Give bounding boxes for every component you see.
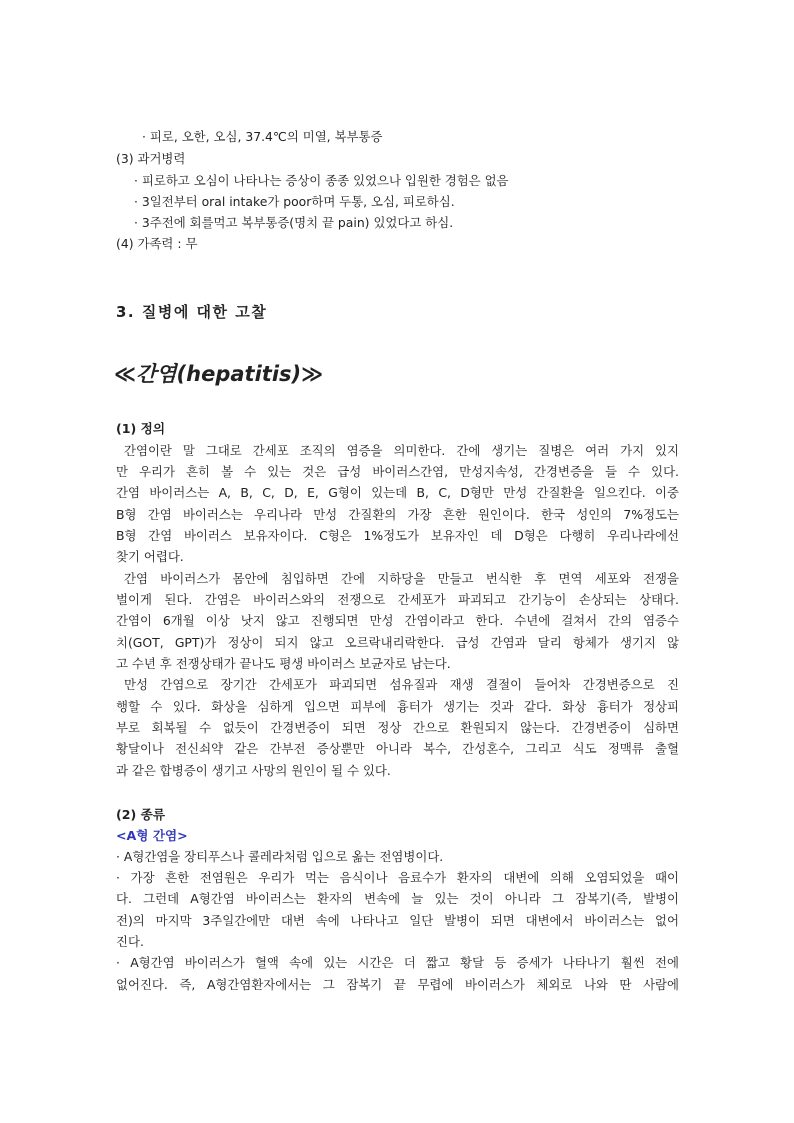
definition-heading: (1) 정의 xyxy=(116,421,165,436)
list-item: 다. 그런데 A형간염 바이러스는 환자의 변속에 늘 있는 것이 아니라 그 잠복기(즉, 발병이 xyxy=(116,891,679,906)
past-history-item: · 3일전부터 oral intake가 poor하며 두통, 오심, 피로하심. xyxy=(134,194,455,209)
paragraph-line: 찾기 어렵다. xyxy=(116,549,184,564)
paragraph-line: 간염이란 말 그대로 간세포 조직의 염증을 의미한다. 간에 생기는 질병은 여러 가지 있지 xyxy=(124,443,679,458)
paragraph-line: 행할 수 있다. 화상을 심하게 입으면 피부에 흉터가 생기는 것과 같다. 화상 흉터가 정상피 xyxy=(116,699,679,714)
paragraph-line: 치(GOT, GPT)가 정상이 되지 않고 오르락내리락한다. 급성 간염과 달리 항체가 생기지 않 xyxy=(116,635,679,650)
paragraph-line: 황달이나 전신쇠약 같은 간부전 증상뿐만 아니라 복수, 간성혼수, 그리고 식도 정맥류 출혈 xyxy=(116,741,679,756)
paragraph-line: 벌이게 된다. 간염은 바이러스와의 전쟁으로 간세포가 파괴되고 간기능이 손상되는 상태다. xyxy=(116,592,679,607)
paragraph-line: 간염이 6개월 이상 낫지 않고 진행되면 만성 간염이라고 한다. 수년에 걸쳐서 간의 염증수 xyxy=(116,613,679,628)
paragraph-line: 과 같은 합병증이 생기고 사망의 원인이 될 수 있다. xyxy=(116,763,391,778)
symptom-line: · 피로, 오한, 오심, 37.4℃의 미열, 복부통증 xyxy=(142,129,383,144)
list-item: 전)의 마지막 3주일간에만 대변 속에 나타나고 일단 발병이 되면 대변에서 바이러스는 없어 xyxy=(116,913,679,928)
paragraph-line: 고 수년 후 전쟁상태가 끝나도 평생 바이러스 보균자로 남는다. xyxy=(116,656,451,671)
list-item: · 가장 흔한 전염원은 우리가 먹는 음식이나 음료수가 환자의 대변에 의해 오염되었을 때이 xyxy=(116,870,679,885)
past-history-heading: (3) 과거병력 xyxy=(116,151,186,166)
past-history-item: · 3주전에 회를먹고 복부통증(명치 끝 pain) 있었다고 하심. xyxy=(134,215,454,230)
family-history-line: (4) 가족력 : 무 xyxy=(116,236,198,251)
paragraph-line: 만 우리가 흔히 볼 수 있는 것은 급성 바이러스간염, 만성지속성, 간경변증을 들 수 있다. xyxy=(116,464,679,479)
paragraph-line: 만성 간염으로 장기간 간세포가 파괴되면 섬유질과 재생 결절이 들어차 간경변증으로 진 xyxy=(124,677,679,692)
document-title: ≪간염(hepatitis)≫ xyxy=(114,362,324,386)
paragraph-line: 부로 회복될 수 없듯이 간경변증이 되면 정상 간으로 환원되지 않는다. 간경변증이 심하면 xyxy=(116,720,679,735)
types-heading: (2) 종류 xyxy=(116,807,165,822)
paragraph-line: B형 간염 바이러스는 우리나라 만성 간질환의 가장 흔한 원인이다. 한국 성인의 7%정도는 xyxy=(116,507,679,522)
list-item: 진다. xyxy=(116,934,144,949)
section-heading: 3. 질병에 대한 고찰 xyxy=(116,303,268,321)
paragraph-line: B형 간염 바이러스 보유자이다. C형은 1%정도가 보유자인 데 D형은 다행히 우리나라에선 xyxy=(116,528,679,543)
list-item: · A형간염 바이러스가 혈액 속에 있는 시간은 더 짧고 황달 등 증세가 나타나기 훨씬 전에 xyxy=(116,955,679,970)
list-item: · A형간염을 장티푸스나 콜레라처럼 입으로 옮는 전염병이다. xyxy=(116,849,444,864)
hepatitis-a-subheading: <A형 간염> xyxy=(116,828,188,843)
paragraph-line: 간염 바이러스가 몸안에 침입하면 간에 지하당을 만들고 번식한 후 면역 세포와 전쟁을 xyxy=(124,571,679,586)
past-history-item: · 피로하고 오심이 나타나는 증상이 종종 있었으나 입원한 경험은 없음 xyxy=(134,173,509,188)
list-item: 없어진다. 즉, A형간염환자에서는 그 잠복기 끝 무렵에 바이러스가 체외로 나와 딴 사람에 xyxy=(116,977,679,992)
paragraph-line: 간염 바이러스는 A, B, C, D, E, G형이 있는데 B, C, D형만 만성 간질환을 일으킨다. 이중 xyxy=(116,485,679,500)
